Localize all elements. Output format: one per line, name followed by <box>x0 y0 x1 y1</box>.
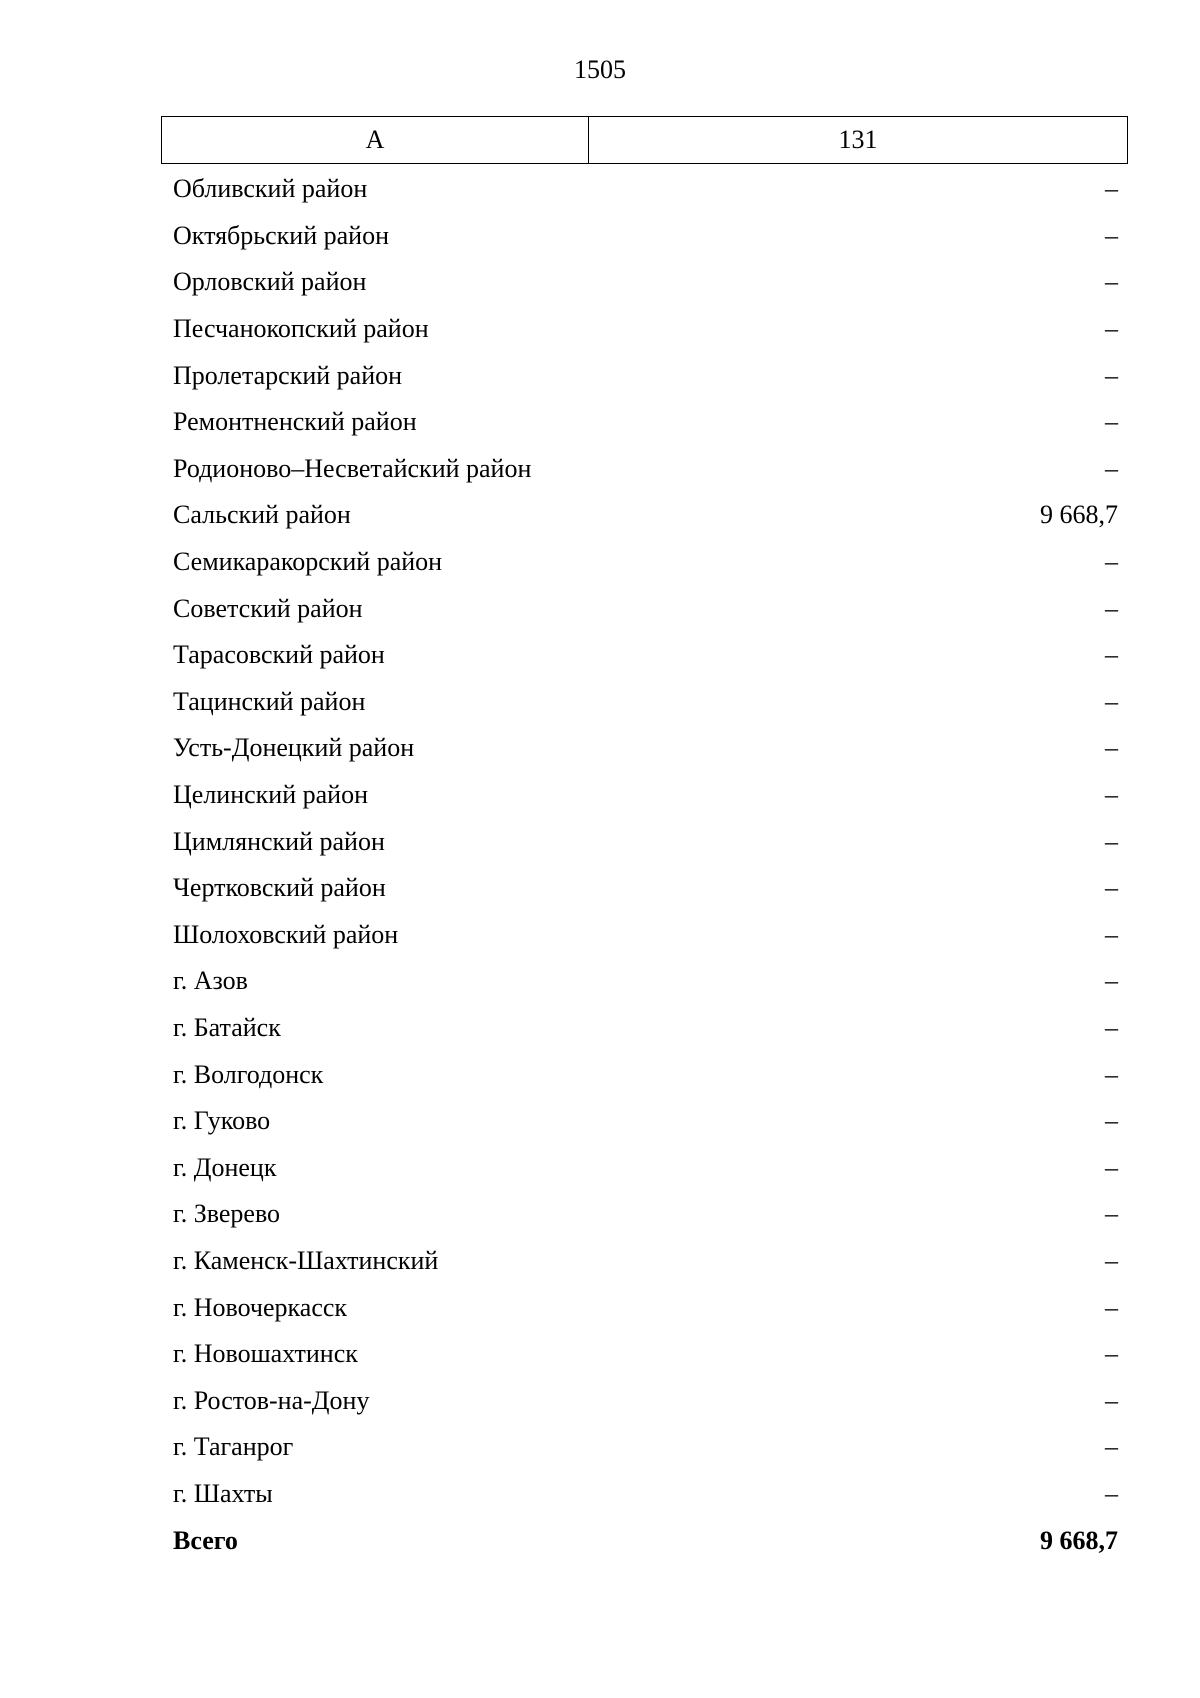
row-value: – <box>1105 547 1118 577</box>
row-label: Советский район <box>173 593 363 623</box>
row-label: Сальский район <box>173 500 351 530</box>
row-value: – <box>1105 1059 1118 1089</box>
row-label: г. Зверево <box>173 1199 281 1229</box>
row-label: г. Новошахтинск <box>173 1339 358 1369</box>
row-label: Шолоховский район <box>173 919 399 949</box>
table-row <box>161 1191 1128 1238</box>
table-row <box>161 1331 1128 1378</box>
row-value: – <box>1105 733 1118 763</box>
row-value: – <box>1105 1106 1118 1136</box>
row-value: – <box>1105 360 1118 390</box>
row-value: – <box>1105 174 1118 204</box>
table-row <box>161 539 1128 586</box>
header-column-a: А <box>162 117 589 163</box>
table-row <box>161 1144 1128 1191</box>
page-number: 1505 <box>574 55 626 84</box>
row-value: – <box>1105 220 1118 250</box>
table-body <box>161 166 1128 1564</box>
row-label: Пролетарский район <box>173 360 403 390</box>
table-row <box>161 1377 1128 1424</box>
row-label: г. Новочеркасск <box>173 1292 348 1322</box>
table-row <box>161 1238 1128 1285</box>
row-label: Октябрьский район <box>173 220 389 250</box>
table-row <box>161 865 1128 912</box>
row-value: – <box>1105 314 1118 344</box>
table-row <box>161 772 1128 819</box>
row-label: Усть-Донецкий район <box>173 733 415 763</box>
row-value: – <box>1105 780 1118 810</box>
row-label: г. Азов <box>173 966 248 996</box>
table-header <box>161 116 1128 164</box>
row-value: – <box>1105 919 1118 949</box>
table-row <box>161 1284 1128 1331</box>
row-label: Ремонтненский район <box>173 407 417 437</box>
row-value: – <box>1105 1012 1118 1042</box>
row-label: г. Шахты <box>173 1478 273 1508</box>
row-value: – <box>1105 1339 1118 1369</box>
row-label: Песчанокопский район <box>173 314 429 344</box>
table-row <box>161 259 1128 306</box>
total-label: Всего <box>173 1525 238 1555</box>
row-label: г. Гуково <box>173 1106 271 1136</box>
total-row <box>161 1517 1128 1564</box>
row-label: г. Донецк <box>173 1152 277 1182</box>
row-label: г. Ростов-на-Дону <box>173 1385 370 1415</box>
row-value: – <box>1105 1245 1118 1275</box>
row-label: Орловский район <box>173 267 367 297</box>
table-row <box>161 818 1128 865</box>
row-label: г. Таганрог <box>173 1432 294 1462</box>
table-row <box>161 492 1128 539</box>
row-label: Целинский район <box>173 780 368 810</box>
table-row <box>161 725 1128 772</box>
table-row <box>161 352 1128 399</box>
row-value: 9 668,7 <box>1040 500 1118 530</box>
table-row <box>161 213 1128 260</box>
row-value: – <box>1105 826 1118 856</box>
total-value: 9 668,7 <box>1040 1525 1118 1555</box>
table-row <box>161 1471 1128 1518</box>
row-value: – <box>1105 686 1118 716</box>
table-row <box>161 1051 1128 1098</box>
table-row <box>161 1005 1128 1052</box>
row-label: Тацинский район <box>173 686 366 716</box>
row-label: Чертковский район <box>173 873 386 903</box>
table-row <box>161 166 1128 213</box>
row-value: – <box>1105 1385 1118 1415</box>
row-label: Тарасовский район <box>173 640 385 670</box>
row-value: – <box>1105 1432 1118 1462</box>
row-label: г. Каменск-Шахтинский <box>173 1245 439 1275</box>
row-value: – <box>1105 640 1118 670</box>
row-value: – <box>1105 267 1118 297</box>
table-row <box>161 306 1128 353</box>
row-value: – <box>1105 453 1118 483</box>
table-row <box>161 1424 1128 1471</box>
row-value: – <box>1105 1478 1118 1508</box>
row-value: – <box>1105 593 1118 623</box>
table-row <box>161 958 1128 1005</box>
table-row <box>161 399 1128 446</box>
table-row <box>161 1098 1128 1145</box>
row-label: Цимлянский район <box>173 826 385 856</box>
table-row <box>161 585 1128 632</box>
row-value: – <box>1105 407 1118 437</box>
table-row <box>161 446 1128 493</box>
row-value: – <box>1105 1292 1118 1322</box>
table-row <box>161 632 1128 679</box>
row-value: – <box>1105 1199 1118 1229</box>
header-column-131: 131 <box>838 125 878 154</box>
row-label: г. Волгодонск <box>173 1059 324 1089</box>
row-value: – <box>1105 873 1118 903</box>
row-label: г. Батайск <box>173 1012 281 1042</box>
row-label: Обливский район <box>173 174 368 204</box>
row-value: – <box>1105 1152 1118 1182</box>
table-row <box>161 912 1128 959</box>
table-row <box>161 679 1128 726</box>
row-label: Семикаракорский район <box>173 547 443 577</box>
row-label: Родионово–Несветайский район <box>173 453 532 483</box>
row-value: – <box>1105 966 1118 996</box>
